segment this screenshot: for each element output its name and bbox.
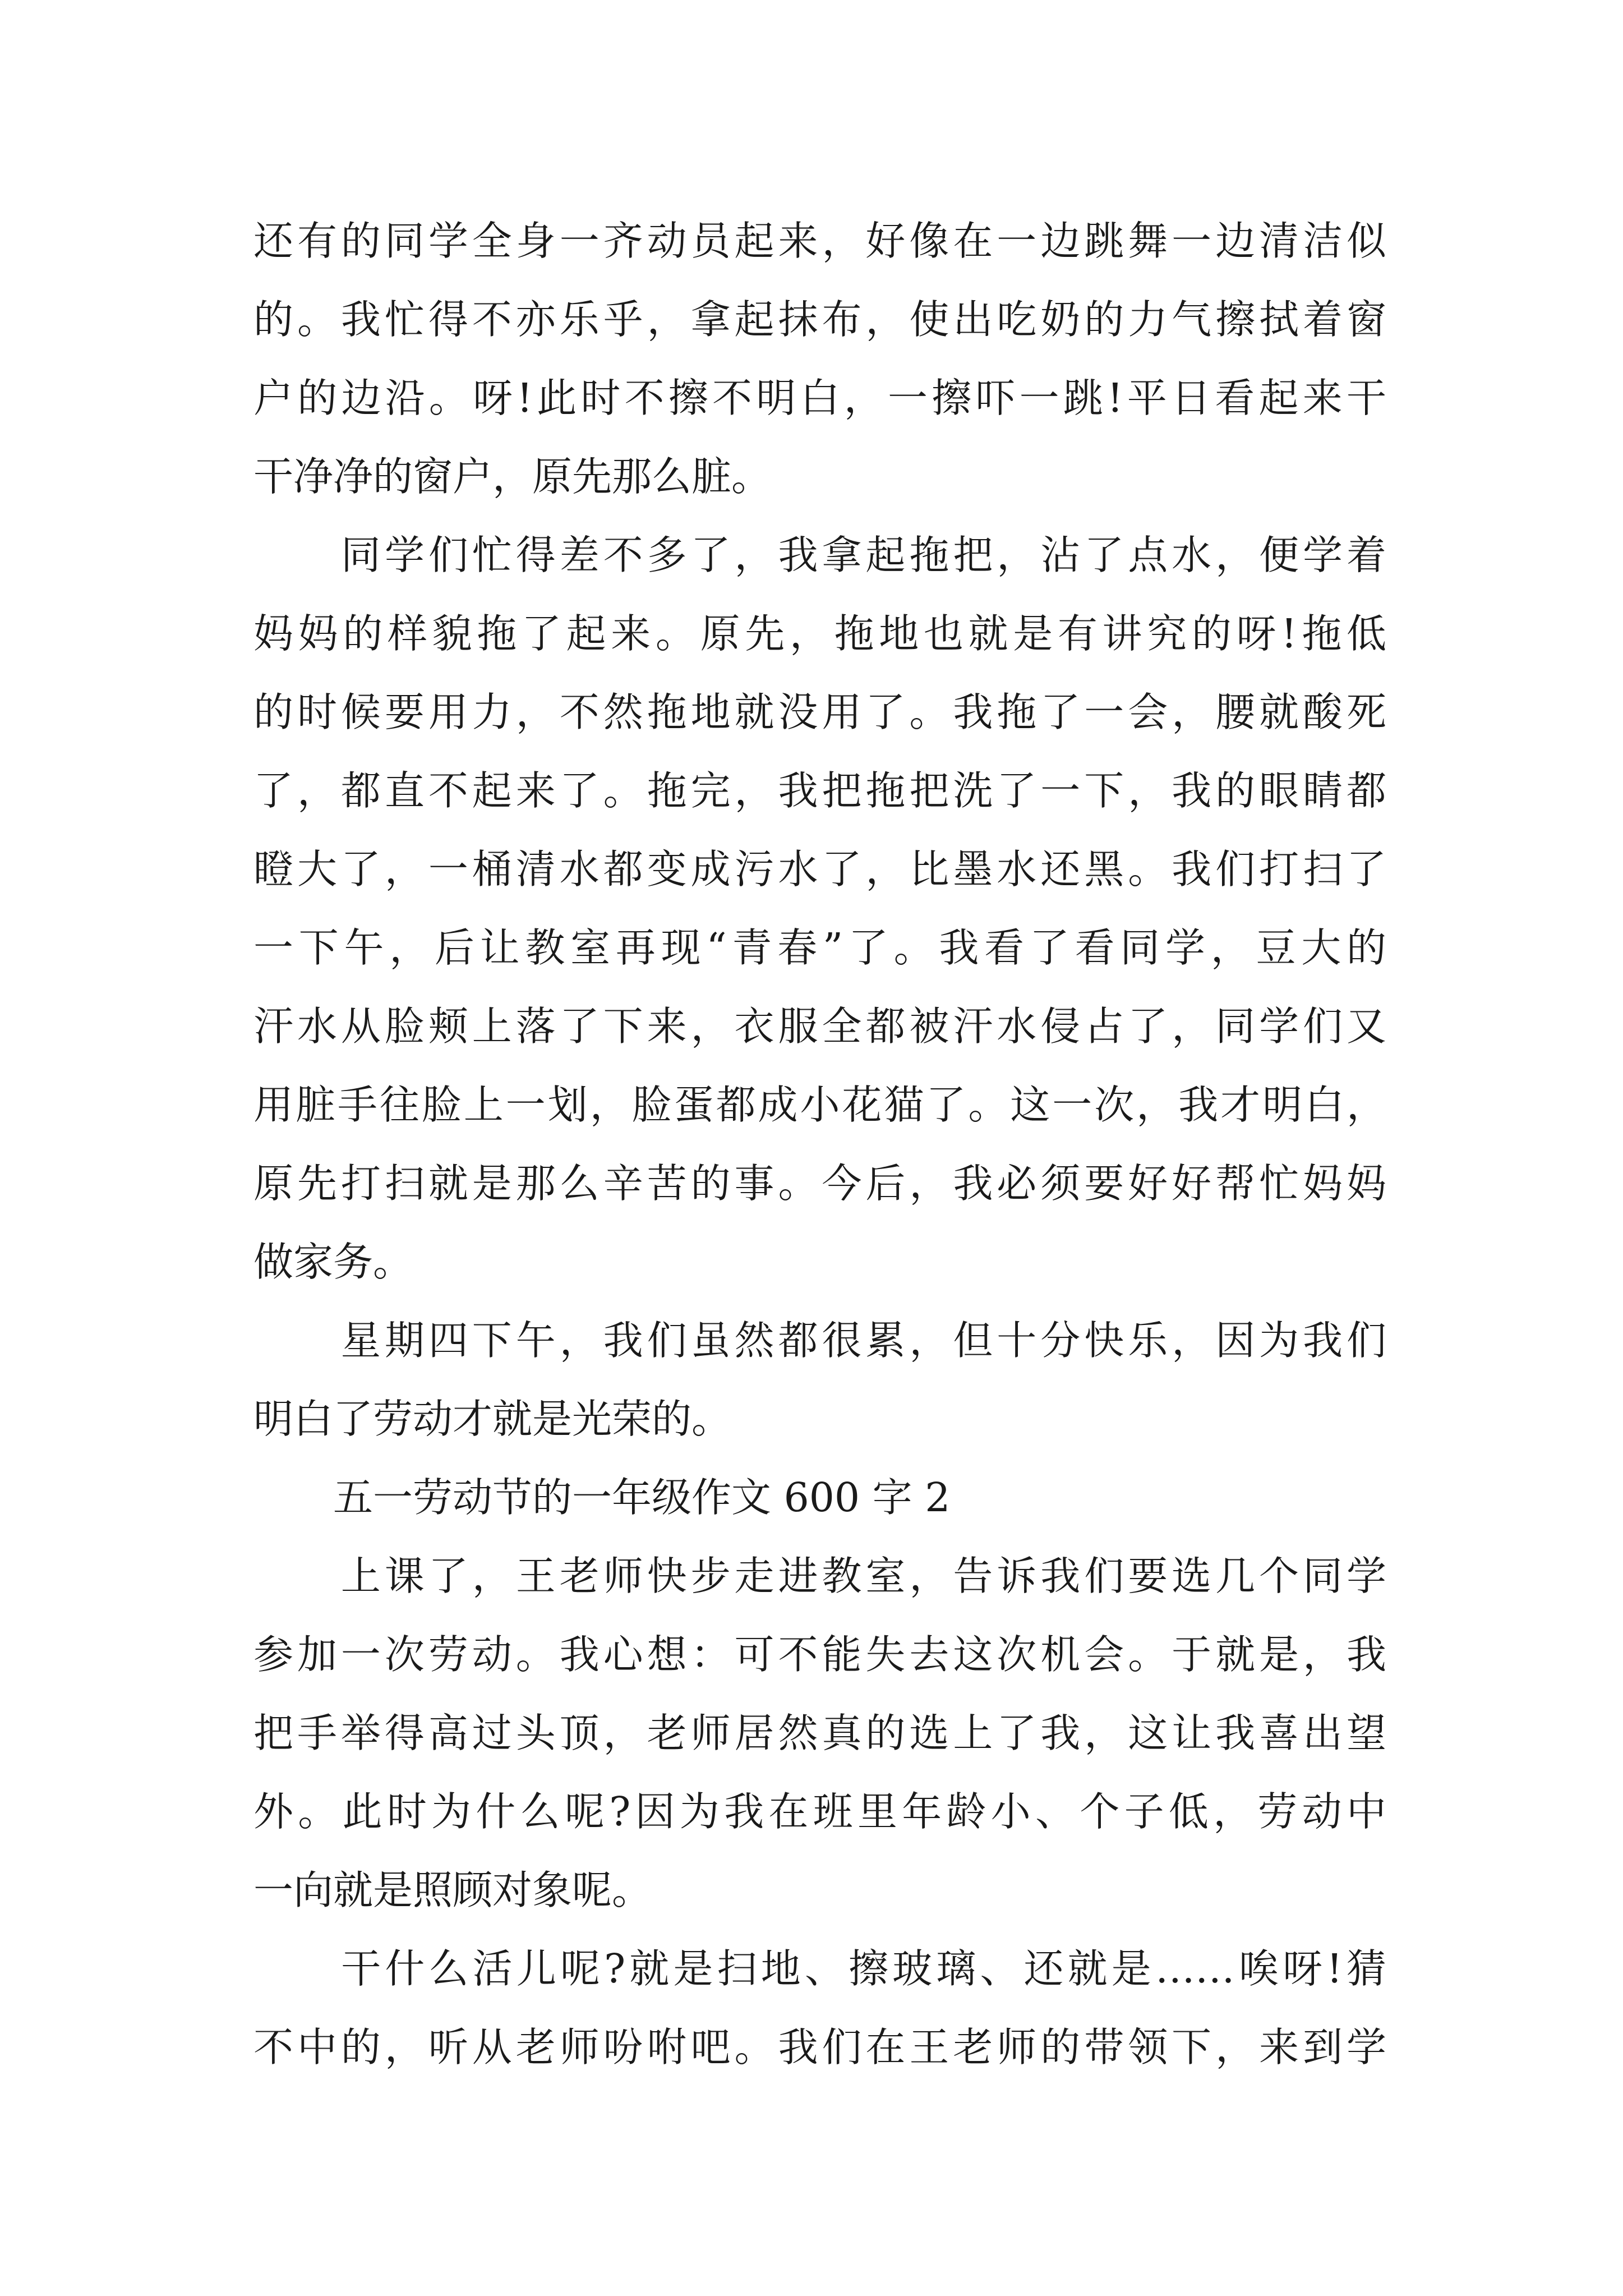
text-line: 把手举得高过头顶，老师居然真的选上了我，这让我喜出望 [253, 1710, 1386, 1756]
text-line: 同学们忙得差不多了，我拿起拖把，沾了点水，便学着 [253, 532, 1386, 578]
text-line: 用脏手往脸上一划，脸蛋都成小花猫了。这一次，我才明白， [253, 1082, 1386, 1128]
text-line: 了，都直不起来了。拖完，我把拖把洗了一下，我的眼睛都 [253, 767, 1386, 814]
text-line: 还有的同学全身一齐动员起来，好像在一边跳舞一边清洁似 [253, 218, 1386, 264]
text-line: 妈妈的样貌拖了起来。原先，拖地也就是有讲究的呀!拖低 [253, 610, 1386, 657]
text-line: 明白了劳动才就是光荣的。 [253, 1396, 732, 1442]
text-line: 瞪大了，一桶清水都变成污水了，比墨水还黑。我们打扫了 [253, 846, 1386, 892]
text-line: 上课了，王老师快步走进教室，告诉我们要选几个同学 [253, 1553, 1386, 1599]
text-line: 星期四下午，我们虽然都很累，但十分快乐，因为我们 [253, 1317, 1386, 1364]
text-line: 参加一次劳动。我心想：可不能失去这次机会。于就是，我 [253, 1631, 1386, 1678]
text-line: 原先打扫就是那么辛苦的事。今后，我必须要好好帮忙妈妈 [253, 1160, 1386, 1207]
text-line: 外。此时为什么呢?因为我在班里年龄小、个子低，劳动中 [253, 1788, 1386, 1835]
text-line: 的时候要用力，不然拖地就没用了。我拖了一会，腰就酸死 [253, 689, 1386, 735]
text-line: 做家务。 [253, 1239, 413, 1285]
section-heading: 五一劳动节的一年级作文 600 字 2 [253, 1474, 951, 1521]
text-line: 干什么活儿呢?就是扫地、擦玻璃、还就是……唉呀!猜 [253, 1945, 1386, 1992]
text-line: 一下午，后让教室再现“青春”了。我看了看同学，豆大的 [253, 924, 1386, 971]
text-line: 户的边沿。呀!此时不擦不明白，一擦吓一跳!平日看起来干 [253, 375, 1386, 421]
text-line: 一向就是照顾对象呢。 [253, 1867, 652, 1913]
text-line: 干净净的窗户，原先那么脏。 [253, 453, 772, 500]
text-line: 的。我忙得不亦乐乎，拿起抹布，使出吃奶的力气擦拭着窗 [253, 296, 1386, 343]
text-line: 汗水从脸颊上落了下来，衣服全都被汗水侵占了，同学们又 [253, 1003, 1386, 1050]
text-line: 不中的，听从老师吩咐吧。我们在王老师的带领下，来到学 [253, 2024, 1386, 2070]
